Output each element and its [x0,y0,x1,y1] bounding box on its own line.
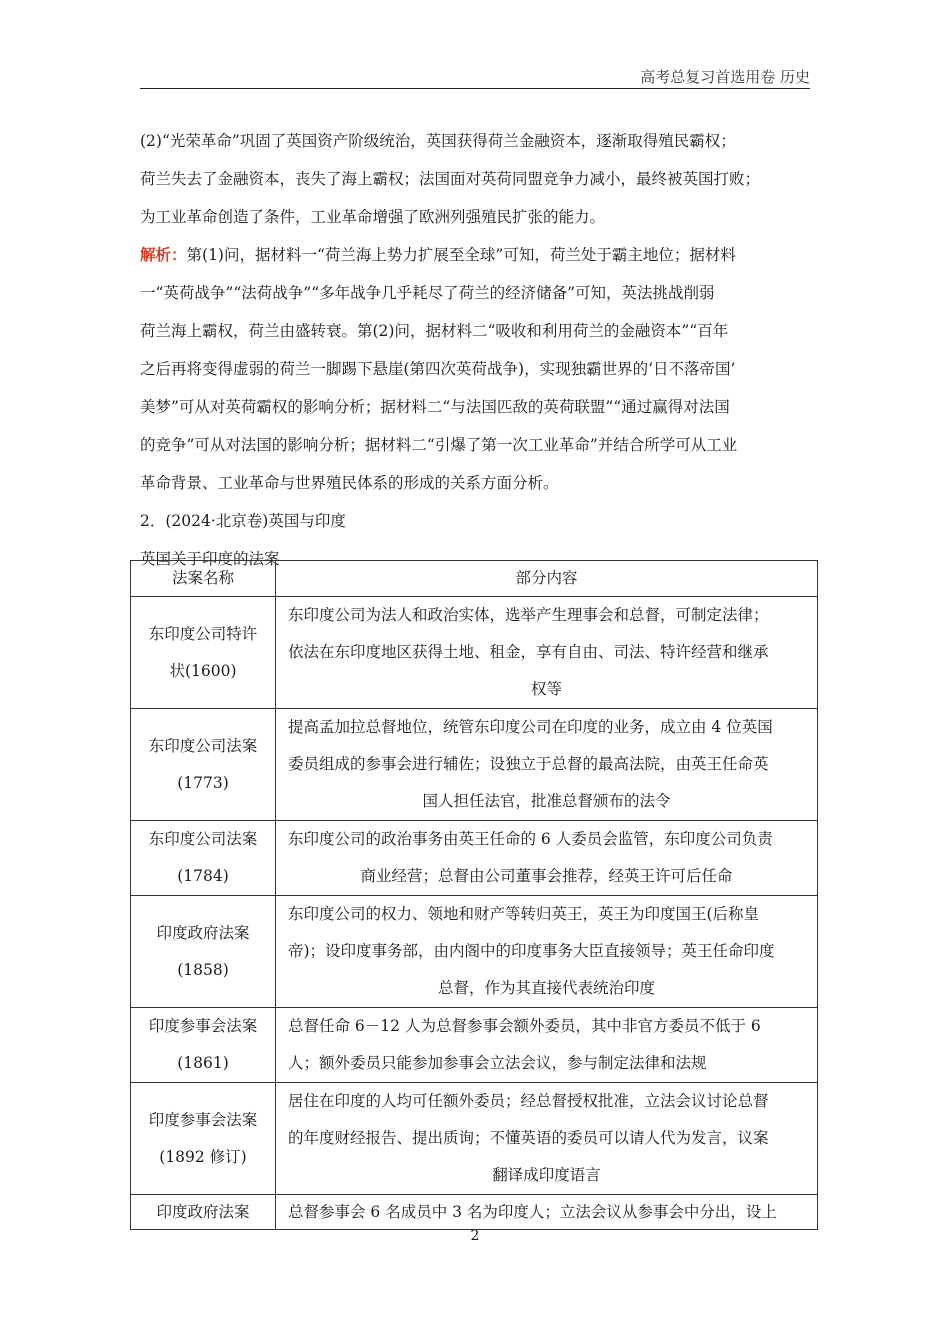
law-name-line: (1773) [177,773,229,792]
law-content-cell [276,1008,818,1083]
table-row [131,821,818,896]
law-content-line: 委员组成的参事会进行辅佐；设独立于总督的最高法院，由英王任命英 [288,755,769,773]
answer-line: 为工业革命创造了条件，工业革命增强了欧洲列强殖民扩张的能力。 [140,208,606,226]
analysis-line: 革命背景、工业革命与世界殖民体系的形成的关系方面分析。 [140,474,559,492]
law-name-cell [131,821,276,896]
analysis-line [140,236,810,274]
column-header-name: 法案名称 [131,561,276,597]
law-name-line: 印度政府法案 [156,1203,250,1221]
law-name-line: (1784) [177,867,229,885]
law-content-line: 总督，作为其直接代表统治印度 [437,979,655,997]
law-content-cell [276,709,818,821]
law-content-line: 东印度公司为法人和政治实体，选举产生理事会和总督，可制定法律； [288,606,769,624]
law-content-line: 权等 [530,680,562,698]
law-content-cell [276,821,818,896]
table-row [131,1008,818,1083]
answer-line: 荷兰失去了金融资本，丧失了海上霸权；法国面对英荷同盟竞争力减小，最终被英国打败； [140,170,761,188]
law-content-cell [276,597,818,709]
column-header-content: 部分内容 [276,561,818,597]
law-name-line: (1892 修订) [159,1147,247,1166]
running-header: 高考总复习首选用卷 历史 [640,68,810,86]
law-content-line: 人；额外委员只能参加参事会立法会议，参与制定法律和法规 [288,1054,707,1072]
analysis-line: 美梦”可从对英荷霸权的影响分析；据材料二“与法国匹敌的英荷联盟”“通过赢得对法国 [140,398,730,416]
law-content-line: 提高孟加拉总督地位，统管东印度公司在印度的业务，成立由 4 位英国 [288,718,773,736]
law-content-cell [276,1083,818,1195]
law-name-cell [131,1195,276,1230]
law-name-line: 印度参事会法案 [148,1017,258,1035]
law-content-line: 依法在东印度地区获得土地、租金，享有自由、司法、特许经营和继承 [288,643,769,661]
law-name-line: 东印度公司特许 [148,624,258,643]
law-name-line: 东印度公司法案 [148,736,258,755]
analysis-line: 的竞争”可从对法国的影响分析；据材料二“引爆了第一次工业革命”并结合所学可从工业 [140,436,738,454]
law-content-line: 的年度财经报告、提出质询；不懂英语的委员可以请人代为发言，议案 [288,1129,769,1147]
law-name-line: 状(1600) [169,661,237,680]
law-content-line: 国人担任法官，批准总督颁布的法令 [422,792,671,810]
table-row [131,709,818,821]
law-content-line: 东印度公司的权力、领地和财产等转归英王，英王为印度国王(后称皇 [288,905,760,923]
table-header-row [131,561,818,597]
law-name-cell [131,896,276,1008]
law-content-cell [276,896,818,1008]
law-name-line: (1861) [177,1054,229,1072]
law-content-line: 总督参事会 6 名成员中 3 名为印度人；立法会议从参事会中分出，设上 [288,1203,777,1221]
law-name-line: 东印度公司法案 [148,830,258,848]
law-content-line: 总督任命 6－12 人为总督参事会额外委员，其中非官方委员不低于 6 [288,1017,761,1035]
law-content-line: 帝)；设印度事务部，由内阁中的印度事务大臣直接领导；英王任命印度 [288,942,775,960]
answer-section [140,122,810,578]
question-stem: 2．(2024·北京卷)英国与印度 [140,512,346,530]
table-caption: 英国关于印度的法案 [140,550,280,568]
table-row [131,1195,818,1230]
law-name-line: 印度参事会法案 [148,1110,258,1129]
law-name-cell [131,597,276,709]
page-number: 2 [470,1228,480,1244]
analysis-line: 荷兰海上霸权，荷兰由盛转衰。第(2)问，据材料二“吸收和利用荷兰的金融资本”“百年 [140,322,729,340]
header-rule [140,88,810,89]
table-row [131,1083,818,1195]
law-content-line: 居住在印度的人均可任额外委员；经总督授权批准，立法会议讨论总督 [288,1092,769,1110]
law-content-cell [276,1195,818,1230]
analysis-line: 之后再将变得虚弱的荷兰一脚踢下悬崖(第四次英荷战争)，实现独霸世界的‘日不落帝国’ [140,360,736,378]
analysis-text: 第(1)问，据材料一“荷兰海上势力扩展至全球”可知，荷兰处于霸主地位；据材料 [186,246,736,264]
law-name-cell [131,1008,276,1083]
table-row [131,896,818,1008]
law-content-line: 翻译成印度语言 [492,1166,601,1184]
law-name-cell [131,1083,276,1195]
analysis-line: 一“英荷战争”“法荷战争”“多年战争几乎耗尽了荷兰的经济储备”可知，英法挑战削弱 [140,284,715,302]
laws-table [130,560,818,1230]
law-name-line: (1858) [177,960,229,979]
law-name-cell [131,709,276,821]
law-content-line: 商业经营；总督由公司董事会推荐，经英王许可后任命 [360,867,733,885]
law-content-line: 东印度公司的政治事务由英王任命的 6 人委员会监管，东印度公司负责 [288,830,773,848]
table-row [131,597,818,709]
analysis-label: 解析： [140,245,187,264]
law-name-line: 印度政府法案 [156,923,250,942]
answer-line: (2)“光荣革命”巩固了英国资产阶级统治，英国获得荷兰金融资本，逐渐取得殖民霸权； [140,132,736,150]
